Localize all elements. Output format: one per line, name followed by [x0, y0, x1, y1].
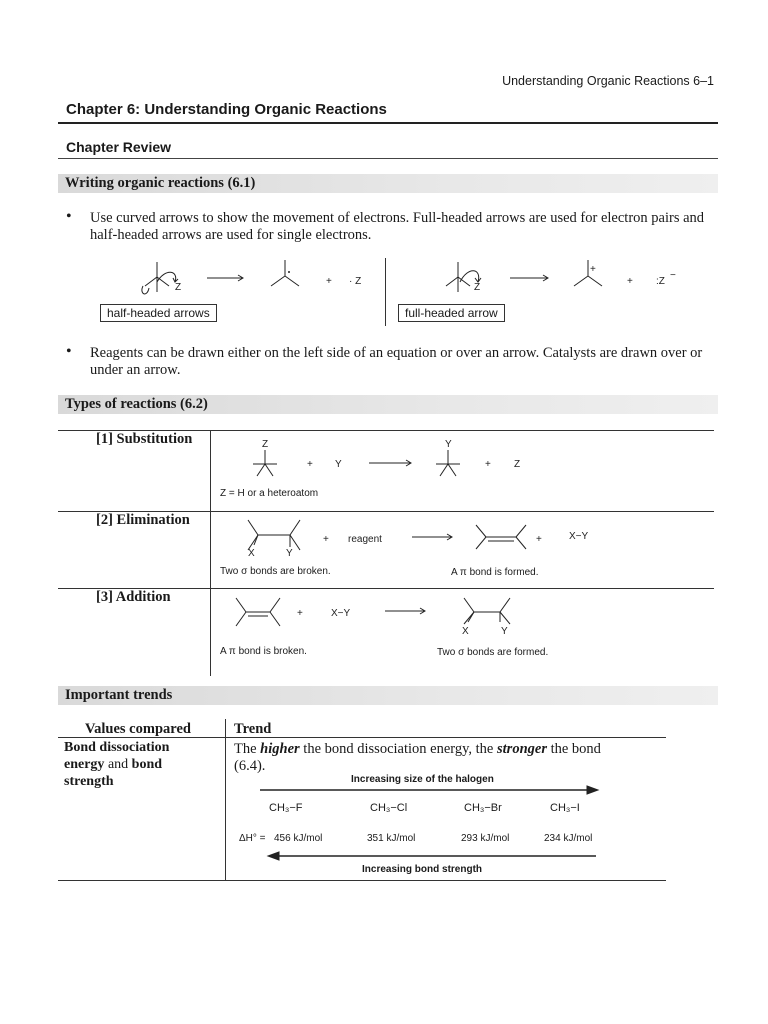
svg-text:Z: Z [262, 439, 269, 450]
bullet-icon: • [66, 208, 72, 225]
section-important-trends [58, 686, 718, 705]
substitution-label: [1] Substitution [96, 431, 193, 447]
bullet-text-reagents: Reagents can be drawn either on the left side of an equation or over an arrow. Catalysts are drawn over or under an arrow. [90, 345, 703, 378]
addition-label: [3] Addition [96, 589, 171, 605]
chapter-title: Chapter 6: Understanding Organic Reactions [66, 101, 387, 118]
half-headed-arrows-label: half-headed arrows [100, 304, 217, 322]
addition-scheme [230, 594, 530, 638]
bond-strength-label: Increasing bond strength [362, 864, 483, 875]
scheme-divider [385, 258, 386, 326]
halogen-size-arrow [258, 784, 603, 796]
bond-strength-arrow [266, 850, 599, 862]
compound-ch3cl: CH₃−Cl [370, 802, 408, 814]
svg-text:X−Y: X−Y [569, 531, 589, 542]
values-compared-header: Values compared [85, 721, 191, 737]
svg-text:+: + [590, 264, 596, 275]
addition-note-left: A π bond is broken. [220, 646, 307, 657]
review-rule [58, 158, 718, 159]
svg-text:X: X [248, 548, 255, 559]
svg-text:+: + [536, 534, 542, 545]
bullet-icon: • [66, 343, 72, 360]
trend-description: The higher the bond dissociation energy, the stronger the bond (6.4). [234, 741, 601, 774]
svg-text:+: + [297, 608, 303, 619]
bullet-text-arrows: Use curved arrows to show the movement of electrons. Full-headed arrows are used for electron pairs and half-headed arrows are used for single electrons. [90, 210, 705, 243]
svg-text:Y: Y [445, 439, 452, 450]
section-types-of-reactions [58, 395, 718, 414]
energy-ch3f: 456 kJ/mol [274, 833, 323, 844]
svg-text:+: + [323, 534, 329, 545]
section-title: Writing organic reactions (6.1) [65, 175, 256, 191]
half-headed-arrow-scheme [135, 258, 385, 300]
running-head: Understanding Organic Reactions 6–1 [502, 74, 714, 88]
energy-ch3cl: 351 kJ/mol [367, 833, 416, 844]
svg-text:· Z: · Z [349, 276, 362, 287]
svg-text:reagent: reagent [348, 534, 382, 545]
svg-text::Z: :Z [656, 276, 665, 287]
bond-dissociation-label: Bond dissociation energy and bond strength [64, 740, 170, 789]
svg-text:Z: Z [474, 282, 481, 293]
svg-text:Y: Y [286, 548, 293, 559]
svg-text:+: + [627, 276, 633, 287]
svg-text:Y: Y [335, 459, 342, 470]
energy-ch3br: 293 kJ/mol [461, 833, 510, 844]
elimination-note-left: Two σ bonds are broken. [220, 566, 331, 577]
trend-header-rule [58, 737, 666, 738]
svg-text:+: + [307, 459, 313, 470]
svg-text:X: X [462, 626, 469, 637]
svg-text:−: − [670, 270, 676, 281]
elimination-scheme [240, 515, 600, 561]
elimination-label: [2] Elimination [96, 512, 190, 528]
compound-ch3br: CH₃−Br [464, 802, 502, 814]
svg-text:Y: Y [501, 626, 508, 637]
section-writing-reactions [58, 174, 718, 193]
addition-note-right: Two σ bonds are formed. [437, 647, 549, 658]
elimination-note-right: A π bond is formed. [451, 567, 539, 578]
trend-column-divider [225, 719, 226, 880]
svg-text:X−Y: X−Y [331, 608, 351, 619]
full-headed-arrow-scheme [438, 258, 698, 300]
trend-bottom-rule [58, 880, 666, 881]
energy-ch3i: 234 kJ/mol [544, 833, 593, 844]
halogen-size-label: Increasing size of the halogen [351, 774, 494, 785]
compound-ch3i: CH₃−I [550, 802, 580, 814]
substitution-note: Z = H or a heteroatom [220, 488, 319, 499]
full-headed-arrow-label: full-headed arrow [398, 304, 505, 322]
svg-text:Z: Z [175, 282, 182, 293]
trend-header: Trend [234, 721, 272, 737]
svg-text:Z: Z [514, 459, 521, 470]
plus: + [326, 276, 332, 287]
svg-text:+: + [485, 459, 491, 470]
table-column-divider [210, 430, 211, 676]
section-title: Important trends [65, 687, 173, 703]
substitution-scheme [215, 436, 555, 484]
section-title: Types of reactions (6.2) [65, 396, 208, 412]
title-rule [58, 122, 718, 124]
compound-ch3f: CH₃−F [269, 802, 303, 814]
chapter-review-heading: Chapter Review [66, 139, 172, 155]
delta-h-label: ΔH° = [239, 833, 266, 844]
